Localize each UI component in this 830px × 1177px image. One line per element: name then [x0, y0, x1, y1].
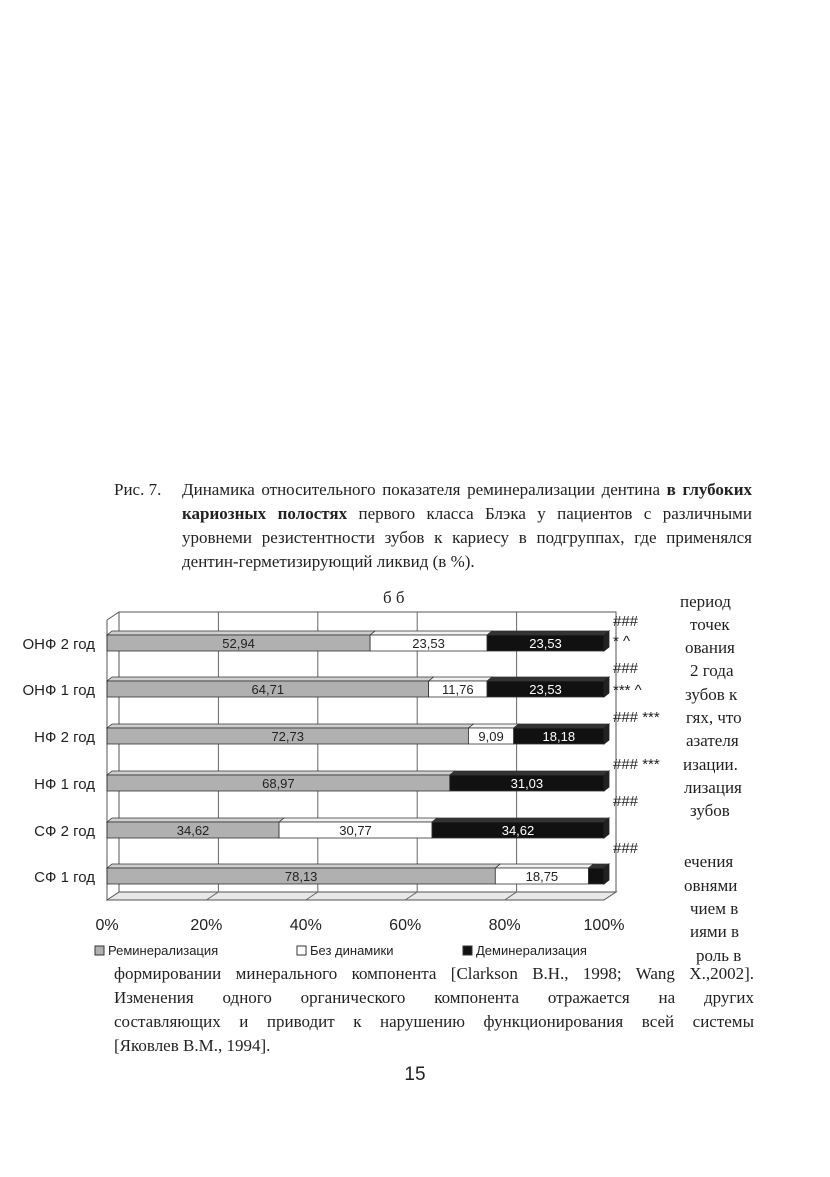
bar-segment-top: [450, 771, 609, 775]
data-label: 72,73: [271, 729, 305, 744]
significance-mark: * ^: [613, 633, 631, 650]
bar-segment-top: [432, 818, 609, 822]
bar-segment: [588, 868, 604, 884]
bar-segment-top: [487, 677, 609, 681]
significance-mark: ###: [613, 613, 639, 630]
data-label: 18,75: [525, 869, 559, 884]
legend-label: Реминерализация: [108, 943, 219, 958]
category-label: СФ 2 год: [34, 823, 95, 840]
bar-segment-top: [468, 724, 518, 728]
top-text-fragment: б б: [383, 588, 405, 607]
data-label: 30,77: [339, 823, 372, 838]
legend-label: Деминерализация: [476, 943, 587, 958]
data-label: 34,62: [176, 823, 210, 838]
bar-end-cap: [604, 631, 609, 651]
right-text-fragment: 2 года: [690, 661, 734, 680]
x-tick-label: 20%: [190, 917, 223, 934]
data-label: 23,53: [529, 682, 562, 697]
plot-left-top-edge: [107, 612, 119, 620]
bar-segment-top: [107, 677, 434, 681]
legend-swatch: [297, 946, 306, 955]
significance-mark: ### ***: [613, 709, 660, 726]
plot-back-wall: [119, 612, 616, 892]
bar-segment-top: [279, 818, 437, 822]
bar-segment-top: [107, 864, 500, 868]
x-tick-label: 40%: [289, 917, 322, 934]
data-label: 31,03: [510, 776, 544, 791]
significance-mark: ###: [613, 793, 639, 810]
significance-mark: ###: [613, 840, 639, 857]
x-tick-label: 0%: [95, 917, 119, 934]
data-label: 64,71: [251, 682, 285, 697]
category-label: ОНФ 1 год: [22, 682, 95, 699]
right-text-fragment: точек: [690, 615, 730, 634]
category-label: НФ 1 год: [34, 776, 95, 793]
data-label: 34,62: [501, 823, 535, 838]
paragraph-line: Изменения одного органического компонента отражается на других: [114, 988, 754, 1007]
significance-mark: ###: [613, 660, 639, 677]
legend-swatch: [463, 946, 472, 955]
legend-label: Без динамики: [310, 943, 394, 958]
bar-segment-top: [107, 771, 455, 775]
data-label: 52,94: [222, 636, 255, 651]
paragraph-line: формировании минерального компонента [Clarkson B.H., 1998; Wang X.,2002].: [114, 964, 754, 983]
plot-floor: [107, 892, 616, 900]
right-text-fragment: гях, что: [686, 708, 742, 727]
data-label: 9,09: [478, 729, 504, 744]
page-number: 15: [404, 1064, 426, 1085]
right-text-fragment: иями в: [690, 922, 740, 941]
category-label: ОНФ 2 год: [22, 636, 95, 653]
bar-segment-top: [107, 631, 375, 635]
right-text-fragment: роль в: [696, 946, 742, 965]
bar-end-cap: [604, 818, 609, 838]
bar-segment-top: [514, 724, 609, 728]
x-tick-label: 100%: [583, 917, 625, 934]
right-text-fragment: зубов к: [685, 685, 738, 704]
right-text-fragment: ечения: [684, 852, 734, 871]
data-label: 18,18: [542, 729, 576, 744]
right-text-fragment: изации.: [683, 755, 738, 774]
right-text-fragment: ования: [685, 638, 735, 657]
significance-mark: *** ^: [613, 682, 642, 699]
right-text-fragment: период: [680, 592, 731, 611]
data-label: 68,97: [262, 776, 295, 791]
category-label: СФ 1 год: [34, 869, 95, 886]
bar-end-cap: [604, 864, 609, 884]
right-text-fragment: чием в: [690, 899, 739, 918]
bar-end-cap: [604, 677, 609, 697]
body-paragraph: [114, 962, 754, 1058]
paragraph-line: составляющих и приводит к нарушению функционирования всей системы: [114, 1012, 754, 1031]
bar-segment-top: [429, 677, 492, 681]
data-label: 78,13: [284, 869, 318, 884]
data-label: 23,53: [412, 636, 445, 651]
data-label: 11,76: [442, 682, 474, 697]
caption-bold-text: в глубоких кариозных полостях: [182, 480, 753, 523]
bar-segment-top: [495, 864, 593, 868]
right-text-fragment: овнями: [684, 876, 738, 895]
figure-caption-text: Динамика относительного показателя реминерализации дентина в глубоких кариозных полостях первого класса Блэка у пациентов с различными уровнеми резистентности зубов к кариесу в подгруппах, где применялся дентин-герметизирующий ликвид (в %).: [182, 480, 753, 571]
right-text-fragment: лизация: [684, 778, 742, 797]
bar-segment-top: [370, 631, 492, 635]
figure-label: Рис. 7.: [114, 480, 162, 499]
data-label: 23,53: [529, 636, 562, 651]
significance-mark: ### ***: [613, 756, 660, 773]
bar-end-cap: [604, 724, 609, 744]
x-tick-label: 80%: [488, 917, 521, 934]
paragraph-line: [Яковлев В.М., 1994].: [114, 1036, 271, 1055]
bar-segment-top: [487, 631, 609, 635]
right-text-fragment: зубов: [690, 801, 730, 820]
bar-segment-top: [107, 724, 473, 728]
bar-segment-top: [107, 818, 284, 822]
right-text-fragment: азателя: [686, 731, 739, 750]
x-tick-label: 60%: [389, 917, 422, 934]
legend-swatch: [95, 946, 104, 955]
bar-end-cap: [604, 771, 609, 791]
category-label: НФ 2 год: [34, 729, 95, 746]
